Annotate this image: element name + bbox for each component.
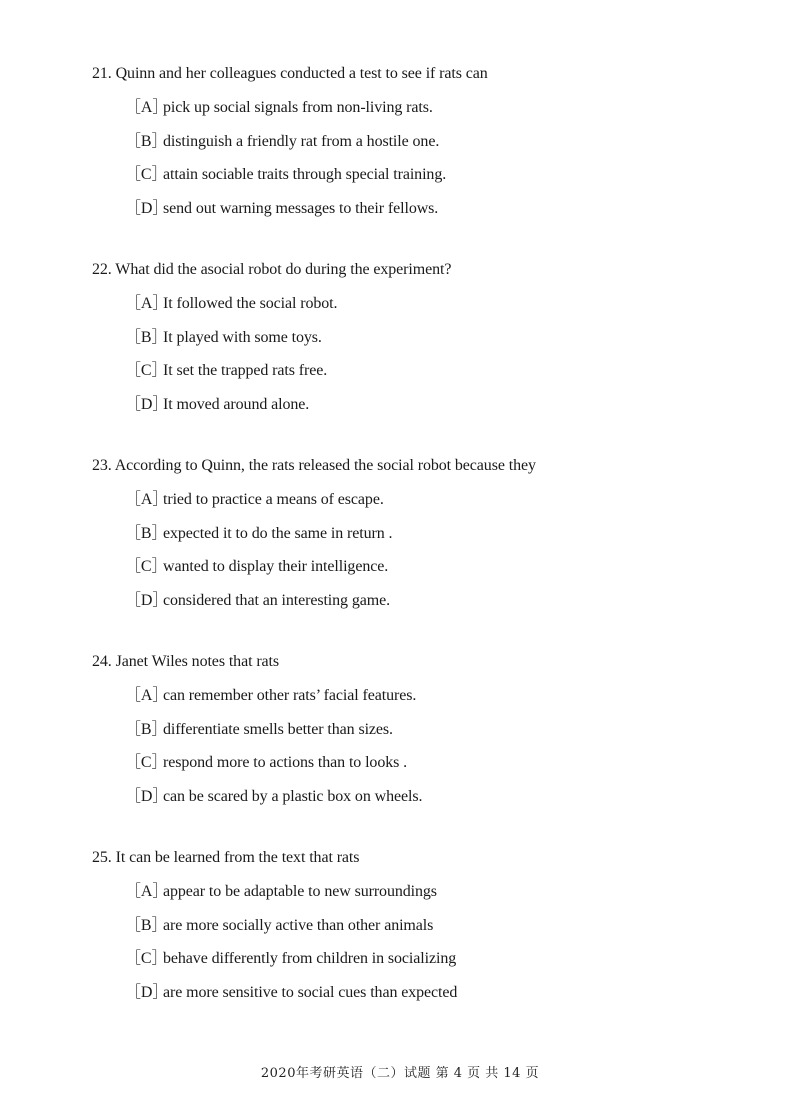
option-b[interactable] — [125, 916, 772, 936]
option-letter: ［C］ — [125, 950, 168, 967]
option-a[interactable] — [125, 98, 772, 118]
question-stem: 23. According to Quinn, the rats released the social robot because they — [92, 457, 536, 474]
question-25 — [92, 848, 772, 1016]
option-text: It played with some toys. — [163, 328, 322, 346]
option-list — [92, 490, 772, 611]
option-letter: ［B］ — [125, 720, 168, 738]
option-list — [92, 882, 772, 1003]
option-letter: ［B］ — [125, 328, 168, 346]
option-letter: ［D］ — [125, 983, 169, 1001]
question-stem: 22. What did the asocial robot do during the experiment? — [92, 261, 452, 278]
option-text: send out warning messages to their fellows. — [163, 199, 439, 217]
option-text: can be scared by a plastic box on wheels. — [163, 787, 423, 805]
option-a[interactable] — [125, 686, 772, 706]
option-text: respond more to actions than to looks . — [163, 754, 408, 771]
question-22 — [92, 260, 772, 428]
option-letter: ［B］ — [125, 132, 168, 150]
question-23 — [92, 456, 772, 624]
option-text: are more sensitive to social cues than expected — [163, 983, 458, 1001]
option-b[interactable] — [125, 328, 772, 348]
option-letter: ［C］ — [125, 558, 168, 575]
option-text: tried to practice a means of escape. — [163, 491, 384, 508]
option-list — [92, 294, 772, 415]
option-b[interactable] — [125, 132, 772, 152]
option-text: pick up social signals from non-living rats. — [163, 99, 433, 116]
option-list — [92, 686, 772, 807]
option-text: wanted to display their intelligence. — [163, 558, 389, 575]
option-letter: ［D］ — [125, 395, 169, 413]
option-a[interactable] — [125, 294, 772, 314]
option-d[interactable] — [125, 591, 772, 611]
option-letter: ［A］ — [125, 491, 169, 508]
option-letter: ［C］ — [125, 754, 168, 771]
option-text: differentiate smells better than sizes. — [163, 720, 393, 738]
page-footer: 2020年考研英语（二）试题 第 4 页 共 14 页 — [260, 1066, 540, 1081]
option-d[interactable] — [125, 199, 772, 219]
option-text: appear to be adaptable to new surroundings — [163, 883, 437, 900]
option-letter: ［D］ — [125, 787, 169, 805]
option-c[interactable] — [125, 753, 772, 773]
option-list — [92, 98, 772, 219]
option-d[interactable] — [125, 787, 772, 807]
option-text: It followed the social robot. — [163, 295, 338, 312]
option-letter: ［B］ — [125, 916, 168, 934]
option-c[interactable] — [125, 165, 772, 185]
question-stem: 24. Janet Wiles notes that rats — [92, 653, 280, 670]
option-letter: ［A］ — [125, 295, 169, 312]
option-a[interactable] — [125, 490, 772, 510]
option-text: considered that an interesting game. — [163, 591, 390, 609]
option-letter: ［A］ — [125, 687, 169, 704]
option-b[interactable] — [125, 524, 772, 544]
question-stem: 21. Quinn and her colleagues conducted a test to see if rats can — [92, 65, 488, 82]
question-stem: 25. It can be learned from the text that rats — [92, 849, 360, 866]
option-letter: ［A］ — [125, 883, 169, 900]
option-text: It moved around alone. — [163, 395, 310, 413]
option-c[interactable] — [125, 949, 772, 969]
option-b[interactable] — [125, 720, 772, 740]
option-letter: ［B］ — [125, 524, 168, 542]
option-a[interactable] — [125, 882, 772, 902]
option-text: expected it to do the same in return . — [163, 524, 393, 542]
option-d[interactable] — [125, 983, 772, 1003]
option-letter: ［C］ — [125, 166, 168, 183]
option-letter: ［D］ — [125, 199, 169, 217]
option-text: distinguish a friendly rat from a hostile one. — [163, 132, 440, 150]
question-24 — [92, 652, 772, 820]
option-d[interactable] — [125, 395, 772, 415]
option-letter: ［D］ — [125, 591, 169, 609]
option-text: behave differently from children in socializing — [163, 950, 457, 967]
option-text: It set the trapped rats free. — [163, 362, 328, 379]
question-21 — [92, 64, 772, 232]
option-letter: ［A］ — [125, 99, 169, 116]
option-text: attain sociable traits through special training. — [163, 166, 447, 183]
option-c[interactable] — [125, 557, 772, 577]
option-letter: ［C］ — [125, 362, 168, 379]
option-c[interactable] — [125, 361, 772, 381]
option-text: can remember other rats’ facial features. — [163, 687, 417, 704]
option-text: are more socially active than other animals — [163, 916, 434, 934]
